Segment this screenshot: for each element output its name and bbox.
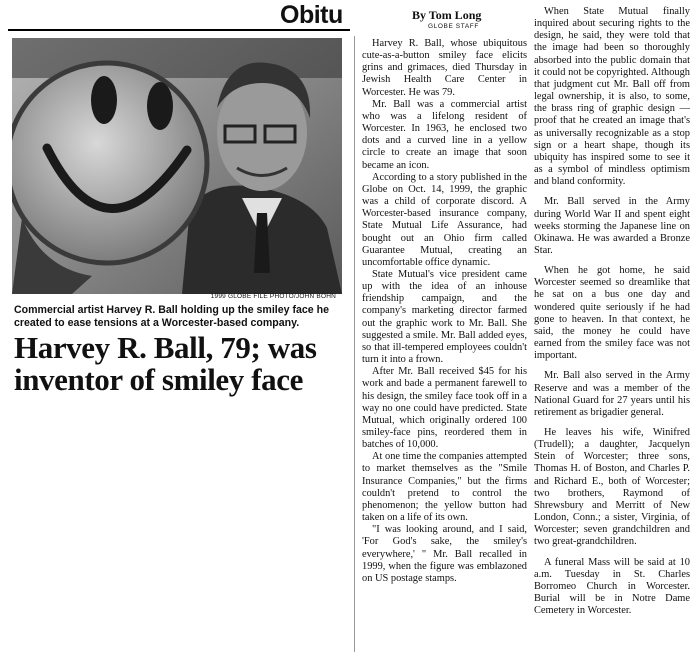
paragraph: "I was looking around, and I said, 'For God's sake, the smiley's everywhere,' " Mr. Ball recalled in 1999, when the figure was emblazoned on US postage stamps. — [362, 524, 527, 584]
column-divider — [354, 36, 355, 652]
paragraph: Mr. Ball also served in the Army Reserve and was a member of the National Guard for 27 years until his retirement as brigadier general. — [534, 370, 690, 418]
byline: By Tom Long — [412, 8, 482, 22]
paragraph: When he got home, he said Worcester seemed so dreamlike that he sat on a bus one day and wondered quite seriously if he had gone to heaven. In that context, he said, the money he could have earned from the smiley face was not important. — [534, 265, 690, 362]
photo-caption: Commercial artist Harvey R. Ball holding up the smiley face he created to ease tensions at a Worcester-based company. — [14, 304, 329, 329]
section-label: Obitu — [280, 2, 343, 28]
photo — [12, 38, 342, 294]
staff-label: GLOBE STAFF — [428, 23, 479, 30]
paragraph: Harvey R. Ball, whose ubiquitous cute-as-a-button smiley face elicits grins and grimaces, died Thursday in Jewish Health Care Center in Worcester. He was 79. — [362, 38, 527, 98]
paragraph: According to a story published in the Globe on Oct. 14, 1999, the graphic was a child of corporate discord. A Worcester-based insurance company, State Mutual Life Assurance, had bought out an Ohio firm called Guarantee Mutual, creating an uncomfortable office dynamic. — [362, 171, 527, 268]
paragraph: When State Mutual finally inquired about securing rights to the design, he said, they were told that the image had been so thoroughly absorbed into the public domain that it could not be copyrighted. Although that judgment cut Mr. Ball off from legal ownership, it is also, to some, the brass ring of graphic design — proof that he created an image that's as universally recognizable as a stop sign or a heart shape, though its ubiquity has inspired some to see it as a symbol of mindless optimism and bland conformity. — [534, 6, 690, 188]
paragraph: Mr. Ball served in the Army during World War II and spent eight weeks storming the Japanese line on Okinawa. He was awarded a Bronze Star. — [534, 196, 690, 256]
paragraph: Mr. Ball was a commercial artist who was a lifelong resident of Worcester. In 1963, he enclosed two dots and a curved line in a yellow circle to create an image that soon became an icon. — [362, 98, 527, 171]
paragraph: At one time the companies attempted to market themselves as the "Smile Insurance Companies," but the firms couldn't pretend to control the phenomenon; the yellow button had taken on a life of its own. — [362, 451, 527, 524]
paragraph: A funeral Mass will be said at 10 a.m. Tuesday in St. Charles Borromeo Church in Worcester. Burial will be in Notre Dame Cemetery in Worcester. — [534, 556, 690, 617]
photo-illustration — [12, 38, 342, 294]
paragraph: After Mr. Ball received $45 for his work and bade a permanent farewell to his design, the smiley face took off in a way no one could have predicted. State Mutual, which originally ordered 100 smiley-face pins, reordered them in batches of 10,000. — [362, 366, 527, 451]
paragraph: He leaves his wife, Winifred (Trudell); a daughter, Jacquelyn Stein of Worcester; three sons, Thomas H. of Boston, and Charles P. and Richard E., both of Worcester; two brothers, Raymond of Shrewsbury and Merritt of New London, Conn.; a sister, Virginia, of Worcester; seven grandchildren and two great-grandchildren. — [534, 427, 690, 548]
headline: Harvey R. Ball, 79; was inventor of smiley face — [14, 330, 317, 397]
article-column-2 — [534, 6, 690, 617]
paragraph: State Mutual's vice president came up with the idea of an inhouse friendship campaign, and the company's marketing director farmed out the graphic work to Mr. Ball. She suggested a smile. Mr. Ball added eyes, so that ill-tempered employees couldn't turn it into a frown. — [362, 268, 527, 366]
photo-credit: 1999 GLOBE FILE PHOTO/JOHN BOHN — [210, 293, 336, 300]
article-column-1 — [362, 38, 527, 585]
section-rule — [8, 29, 350, 31]
